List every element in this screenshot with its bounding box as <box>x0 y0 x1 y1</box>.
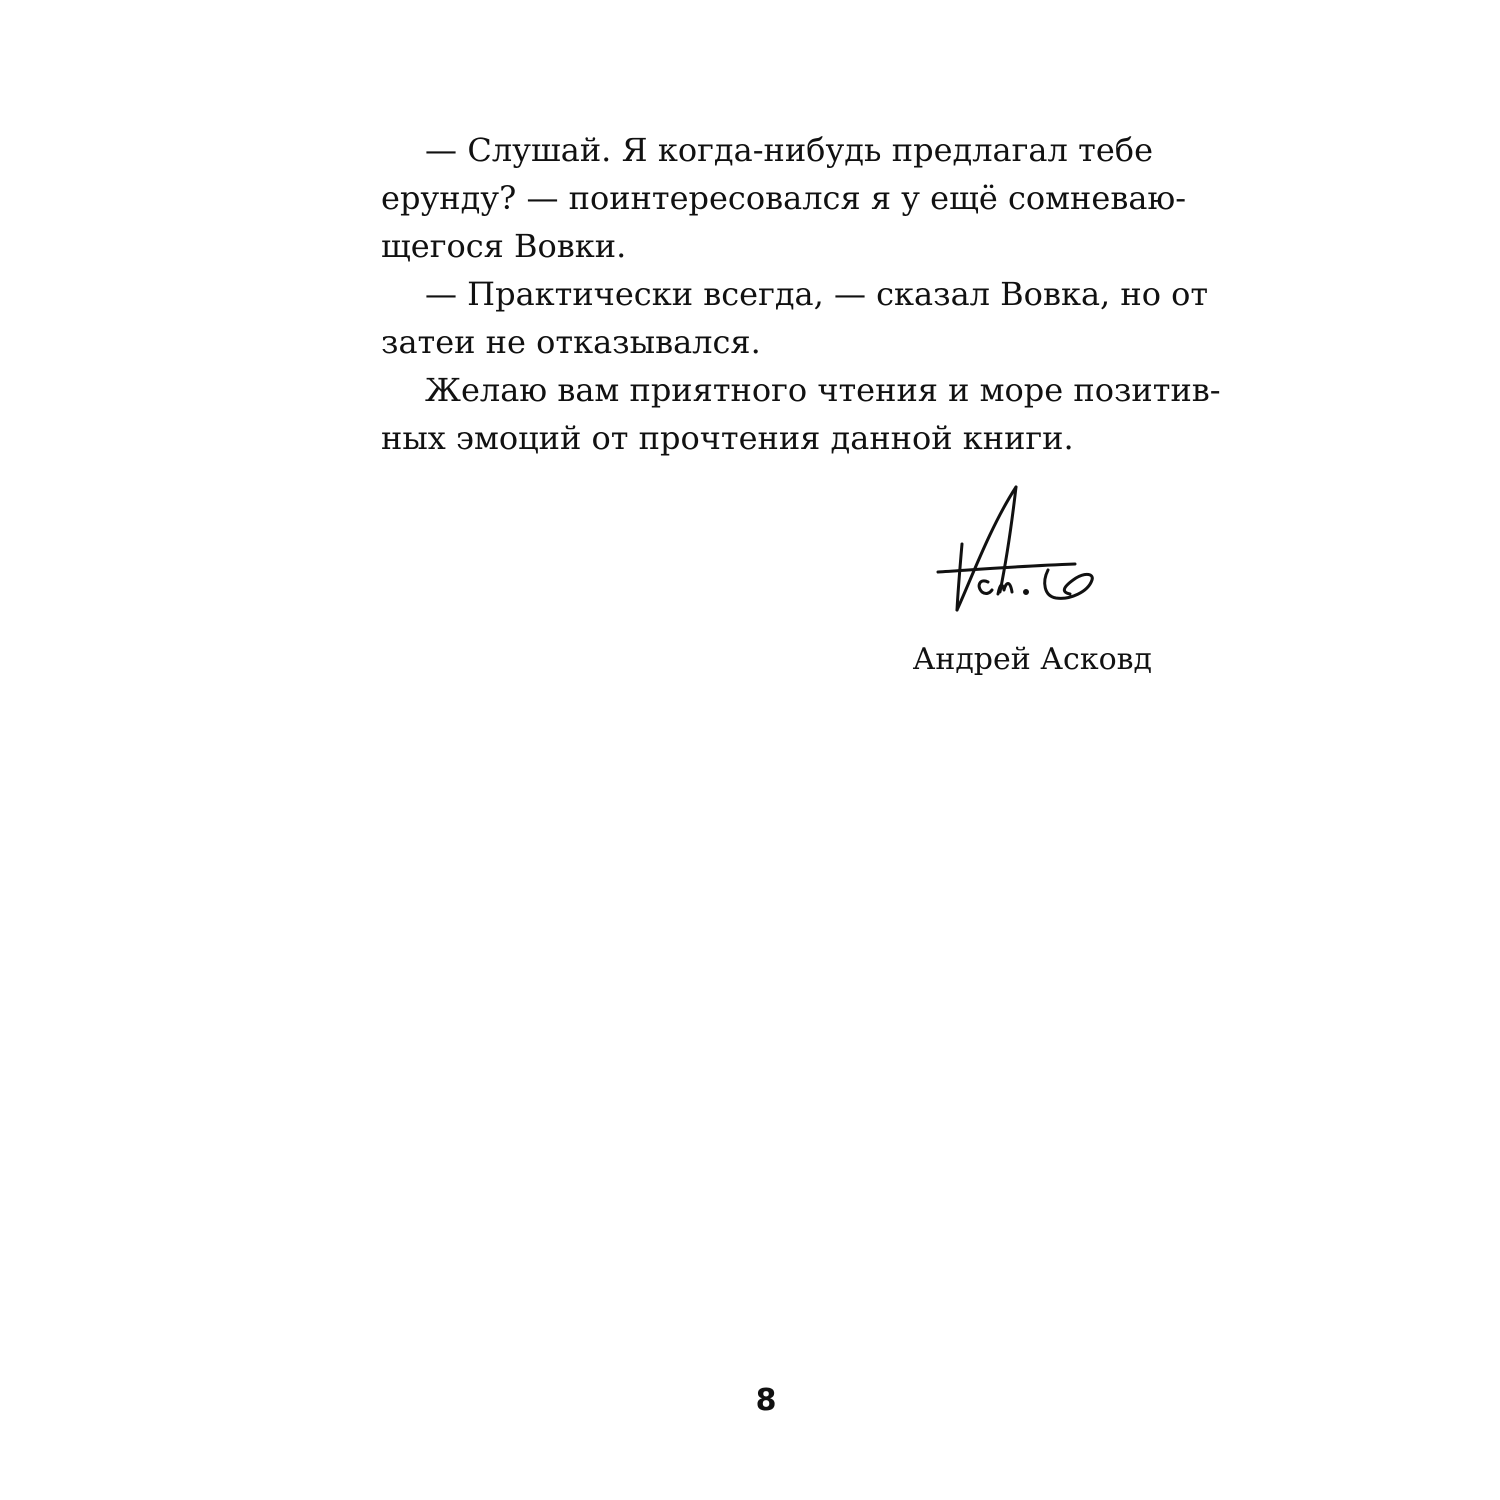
paragraph-line: ерунду? — поинтересовался я у ещё сомневаю- <box>381 179 1187 217</box>
page-number: 8 <box>755 1383 777 1418</box>
paragraph-line: Желаю вам приятного чтения и море позитив- <box>425 371 1221 409</box>
body-text <box>381 126 1221 462</box>
paragraph-line: ных эмоций от прочтения данной книги. <box>381 419 1074 457</box>
signature-strokes <box>938 487 1092 610</box>
paragraph-line: щегося Вовки. <box>381 227 627 265</box>
paragraph-line: — Слушай. Я когда-нибудь предлагал тебе <box>425 131 1153 169</box>
author-name: Андрей Асковд <box>912 642 1152 677</box>
author-signature <box>930 482 1110 622</box>
paragraph-line: — Практически всегда, — сказал Вовка, но от <box>425 275 1209 313</box>
paragraph-line: затеи не отказывался. <box>381 323 761 361</box>
